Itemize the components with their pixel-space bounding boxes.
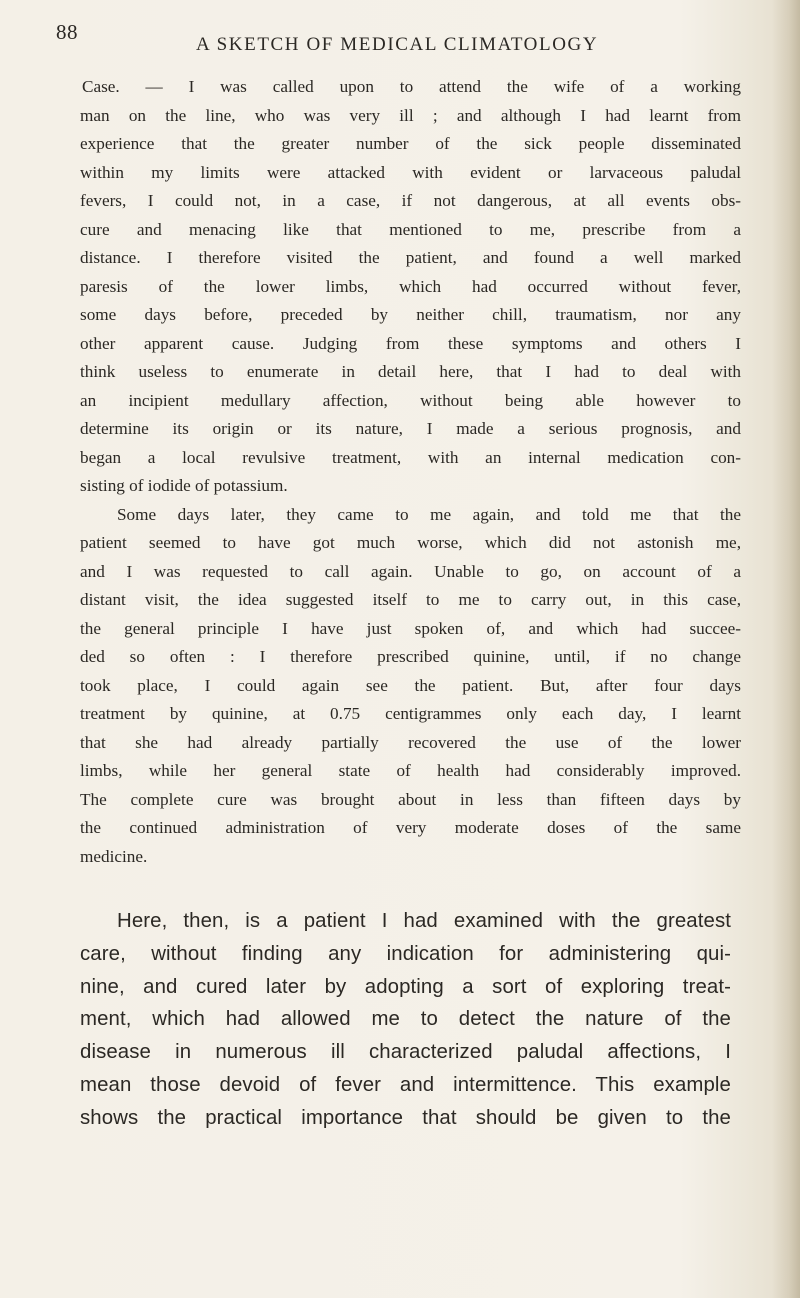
text-line: began a local revulsive treatment, with an internal medication con- (80, 447, 741, 467)
text-line: an incipient medullary affection, without being able however to (80, 390, 741, 410)
text-line: medicine. (80, 846, 148, 866)
text-line: disease in numerous ill characterized paludal affections, I (80, 1041, 731, 1064)
text-line: distant visit, the idea suggested itself to me to carry out, in this case, (80, 590, 741, 609)
paragraph-follow-up (80, 501, 741, 872)
running-head: A SKETCH OF MEDICAL CLIMATOLOGY (196, 34, 599, 55)
text-line: care, without finding any indication for administering qui- (80, 942, 731, 965)
text-line: determine its origin or its nature, I made a serious prognosis, and (80, 419, 741, 438)
text-line: limbs, while her general state of health had considerably improved. (80, 761, 741, 780)
text-line: that she had already partially recovered the use of the lower (80, 732, 741, 752)
paragraph-case (80, 73, 741, 501)
text-line: experience that the greater number of the sick people disseminated (80, 134, 741, 153)
text-line: within my limits were attacked with evident or larvaceous paludal (80, 162, 741, 182)
text-line: treatment by quinine, at 0.75 centigrammes only each day, I learnt (80, 704, 741, 723)
text-line: ded so often : I therefore prescribed quinine, until, if no change (80, 647, 741, 666)
text-line: distance. I therefore visited the patient, and found a well marked (80, 248, 741, 267)
text-line: Some days later, they came to me again, and told me that the (117, 504, 741, 524)
text-line: and I was requested to call again. Unable to go, on account of a (80, 561, 741, 581)
text-line: ment, which had allowed me to detect the nature of the (80, 1008, 731, 1031)
body-text (80, 73, 741, 871)
page-edge-shadow (772, 0, 800, 1298)
paragraph-conclusion (80, 905, 731, 1135)
text-line: fevers, I could not, in a case, if not dangerous, at all events obs- (80, 191, 741, 210)
text-line: shows the practical importance that should be given to the (80, 1106, 731, 1129)
text-line: some days before, preceded by neither chill, traumatism, nor any (80, 305, 741, 324)
text-line: paresis of the lower limbs, which had occurred without fever, (80, 276, 741, 296)
text-line: the general principle I have just spoken of, and which had succee- (80, 618, 741, 638)
text-line: sisting of iodide of potassium. (80, 476, 288, 495)
text-line: other apparent cause. Judging from these symptoms and others I (80, 333, 741, 353)
text-line: The complete cure was brought about in less than fifteen days by (80, 789, 741, 809)
text-line: Case. — I was called upon to attend the wife of a working (82, 77, 741, 96)
text-line: Here, then, is a patient I had examined with the greatest (117, 910, 731, 932)
text-line: think useless to enumerate in detail here, that I had to deal with (80, 362, 741, 381)
text-line: nine, and cured later by adopting a sort of exploring treat- (80, 975, 731, 998)
page-number: 88 (56, 20, 78, 44)
text-line: took place, I could again see the patient. But, after four days (80, 675, 741, 695)
text-line: cure and menacing like that mentioned to me, prescribe from a (80, 219, 741, 239)
text-line: mean those devoid of fever and intermittence. This example (80, 1073, 731, 1096)
text-line: patient seemed to have got much worse, which did not astonish me, (80, 533, 741, 552)
text-line: man on the line, who was very ill ; and although I had learnt from (80, 105, 741, 125)
text-line: the continued administration of very moderate doses of the same (80, 818, 741, 837)
